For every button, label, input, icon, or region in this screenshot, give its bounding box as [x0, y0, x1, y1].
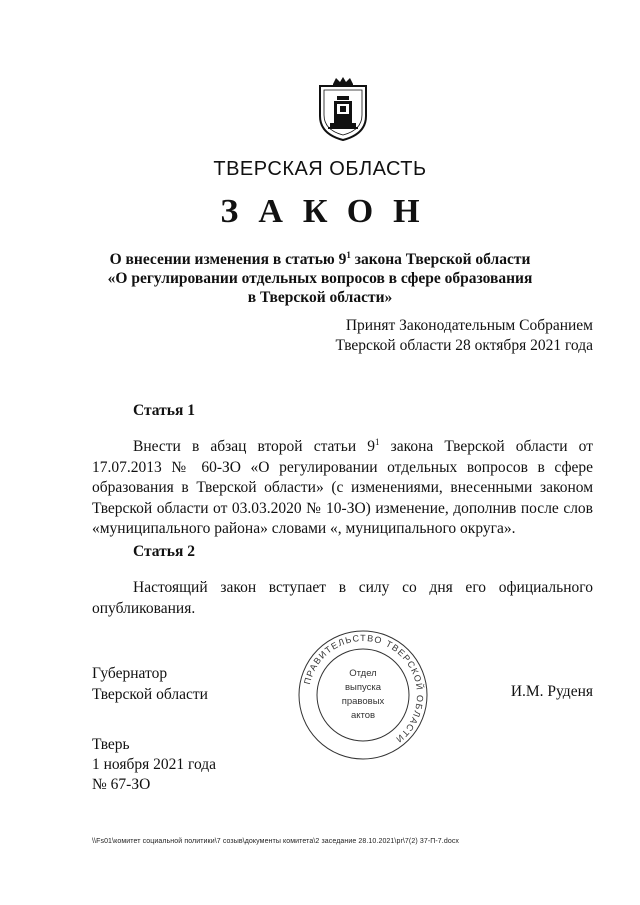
region-title: ТВЕРСКАЯ ОБЛАСТЬ	[213, 158, 427, 180]
article-1-superscript: 1	[375, 436, 380, 447]
article-2-body: Настоящий закон вступает в силу со дня его официального опубликования.	[92, 579, 593, 617]
signatory-title-line-2: Тверской области	[92, 686, 208, 703]
article-1-heading: Статья 1	[133, 402, 195, 419]
city: Тверь	[92, 736, 130, 753]
signatory-name: И.М. Руденя	[510, 683, 593, 700]
subject-line-2: «О регулировании отдельных вопросов в сфере образования	[107, 270, 533, 288]
article-1-text	[92, 437, 593, 540]
adoption-line-1: Принят Законодательным Собранием	[345, 317, 593, 334]
signatory-title	[92, 663, 208, 705]
official-stamp	[296, 628, 430, 762]
adoption-line-2: Тверской области 28 октября 2021 года	[335, 337, 593, 354]
file-path-footer: \\Fs01\комитет социальной политики\7 созыв\документы комитета\2 заседание 28.10.2021\pr\7(2) 37-П-7.docx	[92, 838, 460, 845]
stamp-ring-text: ПРАВИТЕЛЬСТВО ТВЕРСКОЙ ОБЛАСТИ	[302, 632, 426, 746]
subject-line-1-b: закона Тверской области	[350, 251, 531, 269]
signatory-title-line-1: Губернатор	[92, 665, 168, 682]
stamp-center-line-1: Отдел	[349, 668, 377, 679]
stamp-center-line-3: правовых	[341, 696, 385, 707]
law-number: № 67-ЗО	[92, 776, 151, 793]
signing-date: 1 ноября 2021 года	[92, 756, 217, 773]
article-2-heading: Статья 2	[133, 543, 195, 560]
coat-of-arms-emblem	[316, 76, 370, 142]
subject-line-3: в Тверской области»	[247, 289, 393, 307]
article-1-text-a: Внести в абзац второй статьи 9	[133, 438, 376, 455]
subject-line-1-a: О внесении изменения в статью 9	[109, 251, 347, 269]
article-1-text-b: закона Тверской области от 17.07.2013 № 60-ЗО «О регулировании отдельных вопросов в сфере образования в Тверской области» (с изменениями, внесенными законом Тверской области от 03.03.2020 № 10-ЗО) изменение, дополнив после слов «муниципального района» словами «, муниципального округа».	[92, 438, 593, 537]
subject-superscript: 1	[346, 250, 351, 260]
law-subject	[0, 246, 640, 307]
place-date-number	[92, 735, 216, 795]
adoption-note	[336, 316, 594, 356]
stamp-center-line-2: выпуска	[344, 682, 382, 693]
stamp-center-line-4: актов	[350, 710, 376, 721]
document-type-title: ЗАКОН	[220, 193, 440, 230]
article-2-text	[92, 578, 593, 619]
